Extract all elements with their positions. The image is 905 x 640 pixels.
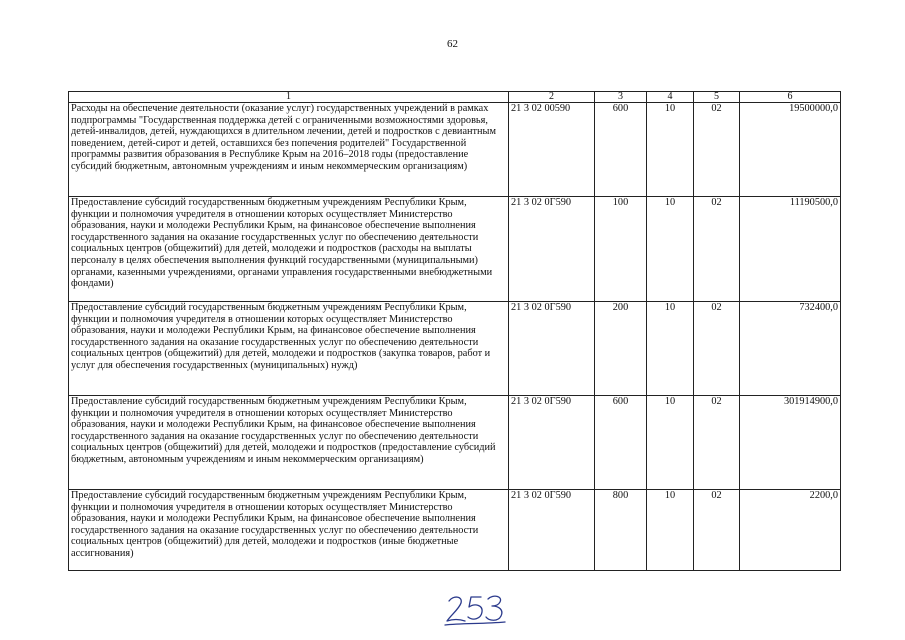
row-code: 21 3 02 0Г590 xyxy=(509,396,595,490)
table-row xyxy=(69,197,841,302)
row-amount: 19500000,0 xyxy=(740,103,841,197)
table-row xyxy=(69,490,841,571)
table-header-row xyxy=(69,92,841,103)
row-description: Расходы на обеспечение деятельности (оказание услуг) государственных учреждений в рамках подпрограммы "Государственная поддержка детей с ограниченными возможностями здоровья, детей-инвалидов, детей, нуждающихся в длительном лечении, детей и подростков с девиантным поведением, детей-сирот и детей, оставшихся без попечения родителей" Государственной программы развития образования в Республике Крым на 2016–2018 годы (предоставление субсидий бюджетным, автономным учреждениям и иным некоммерческим организациям) xyxy=(69,103,509,197)
header-col-3: 3 xyxy=(595,92,647,103)
row-description: Предоставление субсидий государственным бюджетным учреждениям Республики Крым, функции и полномочия учредителя в отношении которых осуществляет Министерство образования, науки и молодежи Республики Крым, на финансовое обеспечение выполнения государственного задания на оказание государственных услуг по обеспечению деятельности социальных центров (общежитий) для детей, молодежи и подростков (иные бюджетные ассигнования) xyxy=(69,490,509,571)
row-col-5: 02 xyxy=(694,396,740,490)
header-col-1: 1 xyxy=(69,92,509,103)
row-description: Предоставление субсидий государственным бюджетным учреждениям Республики Крым, функции и полномочия учредителя в отношении которых осуществляет Министерство образования, науки и молодежи Республики Крым, на финансовое обеспечение выполнения государственного задания на оказание государственных услуг по обеспечению деятельности социальных центров (общежитий) для детей, молодежи и подростков (расходы на выплаты персоналу в целях обеспечения выполнения функций государственными (муниципальными) органами, казенными учреждениями, органами управления государственными внебюджетными фондами) xyxy=(69,197,509,302)
row-col-3: 600 xyxy=(595,103,647,197)
row-col-4: 10 xyxy=(647,490,694,571)
handwritten-page-note xyxy=(443,591,507,627)
row-amount: 301914900,0 xyxy=(740,396,841,490)
table-row xyxy=(69,103,841,197)
row-col-5: 02 xyxy=(694,302,740,396)
row-col-4: 10 xyxy=(647,302,694,396)
row-amount: 11190500,0 xyxy=(740,197,841,302)
row-col-3: 200 xyxy=(595,302,647,396)
row-col-4: 10 xyxy=(647,103,694,197)
row-col-4: 10 xyxy=(647,396,694,490)
row-amount: 2200,0 xyxy=(740,490,841,571)
row-col-4: 10 xyxy=(647,197,694,302)
header-col-2: 2 xyxy=(509,92,595,103)
row-code: 21 3 02 0Г590 xyxy=(509,302,595,396)
row-amount: 732400,0 xyxy=(740,302,841,396)
row-description: Предоставление субсидий государственным бюджетным учреждениям Республики Крым, функции и полномочия учредителя в отношении которых осуществляет Министерство образования, науки и молодежи Республики Крым, на финансовое обеспечение выполнения государственного задания на оказание государственных услуг по обеспечению деятельности социальных центров (общежитий) для детей, молодежи и подростков (предоставление субсидий бюджетным, автономным учреждениям и иным некоммерческим организациям) xyxy=(69,396,509,490)
table-row xyxy=(69,396,841,490)
header-col-4: 4 xyxy=(647,92,694,103)
row-col-3: 800 xyxy=(595,490,647,571)
row-col-5: 02 xyxy=(694,197,740,302)
header-col-5: 5 xyxy=(694,92,740,103)
row-description: Предоставление субсидий государственным бюджетным учреждениям Республики Крым, функции и полномочия учредителя в отношении которых осуществляет Министерство образования, науки и молодежи Республики Крым, на финансовое обеспечение выполнения государственного задания на оказание государственных услуг по обеспечению деятельности социальных центров (общежитий) для детей, молодежи и подростков (закупка товаров, работ и услуг для обеспечения государственных (муниципальных) нужд) xyxy=(69,302,509,396)
row-code: 21 3 02 0Г590 xyxy=(509,197,595,302)
budget-table xyxy=(68,91,841,571)
row-col-5: 02 xyxy=(694,490,740,571)
header-col-6: 6 xyxy=(740,92,841,103)
row-col-3: 600 xyxy=(595,396,647,490)
row-col-5: 02 xyxy=(694,103,740,197)
row-code: 21 3 02 00590 xyxy=(509,103,595,197)
page-number: 62 xyxy=(447,38,458,50)
row-code: 21 3 02 0Г590 xyxy=(509,490,595,571)
row-col-3: 100 xyxy=(595,197,647,302)
table-row xyxy=(69,302,841,396)
